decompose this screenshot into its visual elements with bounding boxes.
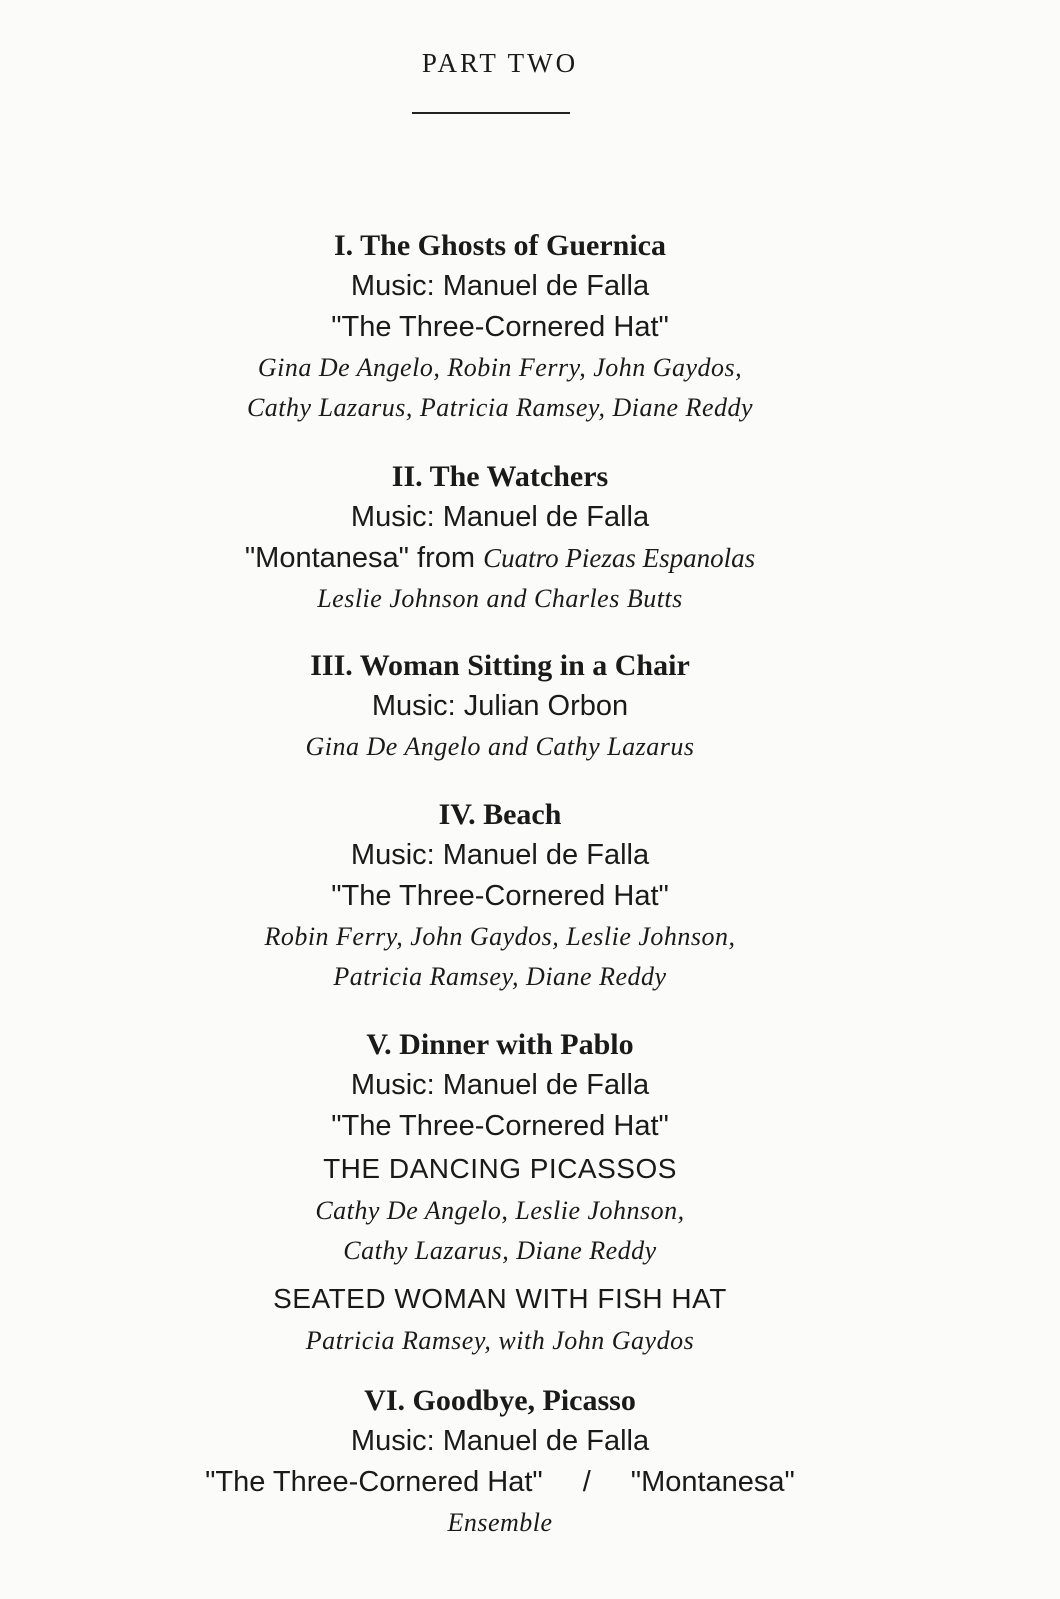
cast-line: Patricia Ramsey, Diane Reddy <box>333 962 667 991</box>
music-credit: Music: Manuel de Falla <box>350 1069 650 1101</box>
cast-line: Cathy De Angelo, Leslie Johnson, <box>315 1196 685 1225</box>
part-heading: PART TWO <box>421 48 579 78</box>
cast-line: Cathy Lazarus, Patricia Ramsey, Diane Reddy <box>246 393 754 422</box>
section-title: VI. Goodbye, Picasso <box>364 1384 636 1417</box>
cast-line: Robin Ferry, John Gaydos, Leslie Johnson, <box>264 922 736 951</box>
piece-title-left: "The Three-Cornered Hat" <box>205 1466 543 1498</box>
section-title: III. Woman Sitting in a Chair <box>310 649 690 682</box>
section-title: V. Dinner with Pablo <box>366 1028 634 1061</box>
section-2 <box>0 457 1000 619</box>
piece-title <box>0 1462 1000 1503</box>
section-3 <box>0 646 1000 767</box>
piece-separator: / <box>582 1466 591 1498</box>
cast-line: Patricia Ramsey, with John Gaydos <box>305 1326 695 1355</box>
heading-rule <box>412 112 570 114</box>
cast-line: Cathy Lazarus, Diane Reddy <box>343 1236 657 1265</box>
section-5 <box>0 1025 1000 1361</box>
section-title: IV. Beach <box>438 798 562 831</box>
piece-title-right: "Montanesa" <box>630 1466 795 1498</box>
piece-title: "The Three-Cornered Hat" <box>331 311 669 343</box>
piece-title: "The Three-Cornered Hat" <box>331 1110 669 1142</box>
sub-dance-title: THE DANCING PICASSOS <box>323 1153 677 1184</box>
section-1 <box>0 226 1000 428</box>
piece-title-italic: Cuatro Piezas Espanolas <box>483 543 756 573</box>
piece-title-plain: "Montanesa" from <box>244 542 484 574</box>
section-title: II. The Watchers <box>391 460 609 493</box>
music-credit: Music: Manuel de Falla <box>350 270 650 302</box>
piece-title <box>0 538 1000 579</box>
sub-dance-title: SEATED WOMAN WITH FISH HAT <box>273 1283 727 1314</box>
cast-line: Gina De Angelo and Cathy Lazarus <box>305 732 695 761</box>
music-credit: Music: Manuel de Falla <box>350 1425 650 1457</box>
cast-line: Leslie Johnson and Charles Butts <box>317 584 683 613</box>
cast-line: Ensemble <box>447 1508 553 1537</box>
piece-title: "The Three-Cornered Hat" <box>331 880 669 912</box>
section-6 <box>0 1381 1000 1543</box>
music-credit: Music: Manuel de Falla <box>350 501 650 533</box>
music-credit: Music: Julian Orbon <box>371 690 629 722</box>
music-credit: Music: Manuel de Falla <box>350 839 650 871</box>
cast-line: Gina De Angelo, Robin Ferry, John Gaydos, <box>257 353 743 382</box>
section-4 <box>0 795 1000 997</box>
section-title: I. The Ghosts of Guernica <box>334 229 666 262</box>
